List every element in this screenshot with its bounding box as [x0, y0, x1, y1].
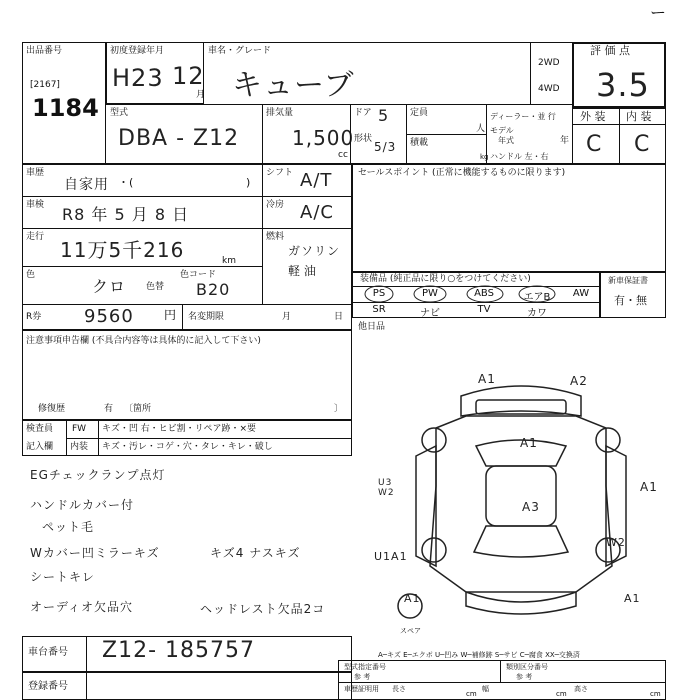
- equip-sr: SR: [372, 304, 386, 315]
- load-label: 積載: [410, 138, 429, 148]
- history-rest: ・(: [118, 176, 134, 189]
- inspector-h: [66, 438, 352, 439]
- inspector-fw-items: キズ・凹 右・ヒビ割・リペア跡・×要: [102, 424, 257, 434]
- repair-close: 〕: [334, 404, 344, 414]
- ext-value: C: [586, 132, 603, 157]
- recycle-divider: [182, 304, 183, 330]
- doors-value: 5: [378, 106, 390, 125]
- first-reg-label: 初度登録年月: [110, 46, 165, 56]
- color-code-label: 色コード: [180, 270, 217, 280]
- diagram-mark-a3: A3: [522, 500, 540, 514]
- disp-value: 1,500: [292, 126, 355, 150]
- int-value: C: [634, 132, 651, 157]
- note-4: Wカバー凹ミラーキズ: [30, 546, 160, 560]
- repair-value: 有: [104, 404, 114, 414]
- footer-width-unit: cm: [556, 690, 567, 698]
- disp-label: 排気量: [266, 108, 294, 118]
- history-close: ): [246, 176, 251, 189]
- color-value: クロ: [92, 277, 127, 296]
- other-label: 他日品: [358, 322, 386, 332]
- history-right-col: [262, 164, 263, 304]
- chassis-divider: [86, 636, 87, 672]
- disp-unit: cc: [338, 150, 348, 160]
- diagram-mark-a1-front-left: A1: [478, 372, 496, 386]
- equip-pw: PW: [422, 288, 438, 299]
- sales-point-label: セールスポイント (正常に機能するものに限ります): [358, 168, 566, 178]
- equip-navi: ナビ: [420, 308, 440, 319]
- row2-top: [106, 104, 572, 105]
- car-name: キューブ: [232, 68, 355, 103]
- shaken-value: R8 年 5 月 8 日: [62, 205, 190, 224]
- registration-box: [22, 672, 352, 700]
- fuel-label: 燃料: [266, 232, 285, 242]
- handle-label: ハンドル 左・右: [490, 152, 549, 161]
- diagram-mark-a2: A2: [570, 374, 588, 388]
- diagram-mark-u1a1: U1A1: [374, 550, 408, 563]
- drive-4wd: 4WD: [538, 84, 560, 94]
- sales-point-box: [352, 164, 666, 272]
- damage-legend: A─キズ E─エクボ U─凹み W─補修跡 S─サビ C─腐食 XX─交換済: [378, 651, 580, 659]
- equipment-label: 装備品 (純正品に限り○をつけてください): [360, 274, 531, 284]
- first-reg-value: H23: [112, 64, 164, 92]
- color-code-value: B20: [196, 280, 231, 299]
- lot-number: 1184: [32, 94, 99, 122]
- diagram-mark-a1-right: A1: [640, 480, 658, 494]
- dealer-label: ディーラー・並 行: [490, 112, 556, 121]
- mileage-value: 11万5千216: [60, 238, 185, 262]
- warranty-value: 有・無: [614, 294, 647, 307]
- footer-h1: [338, 682, 666, 683]
- lot-label: 出品番号: [26, 46, 63, 56]
- equip-airbag: エアB: [523, 292, 551, 303]
- shape-value: 5/3: [374, 140, 397, 154]
- tone-label: 色替: [146, 282, 165, 292]
- model-value: DBA - Z12: [118, 126, 240, 151]
- ext-int-divider: [619, 108, 620, 164]
- name-change-month: 月: [282, 312, 292, 322]
- footer-class-ref: 参 考: [516, 673, 533, 681]
- registration-divider: [86, 672, 87, 700]
- doors-divider: [350, 104, 351, 164]
- note-3: ペット毛: [42, 520, 95, 534]
- drive-2wd: 2WD: [538, 58, 560, 68]
- note-2: ハンドルカバー付: [30, 498, 135, 512]
- year-unit: 年: [560, 136, 570, 146]
- history-label: 車歴: [26, 168, 45, 178]
- warranty-label: 新車保証書: [608, 276, 648, 285]
- mileage-label: 走行: [26, 232, 45, 242]
- recycle-unit: 円: [164, 308, 177, 322]
- doors-label: ドア: [354, 108, 372, 118]
- footer-history-cert: 車歴証明用: [344, 685, 379, 693]
- inspector-fw: FW: [72, 424, 87, 434]
- ext-label: 外 装: [580, 110, 606, 123]
- note-6: オーディオ欠品穴: [30, 600, 134, 614]
- score-value: 3.5: [596, 66, 650, 104]
- lot-sub: [2167]: [30, 80, 60, 90]
- inspector-label1: 検査員: [26, 424, 54, 434]
- note-1: EGチェックランプ点灯: [30, 468, 166, 482]
- model-label: 型式: [110, 108, 129, 118]
- footer-type-ref: 参 考: [354, 673, 371, 681]
- dealer-divider: [486, 104, 487, 164]
- notes-label: 注意事項申告欄 (不具合内容等は具体的に記入して下さい): [26, 336, 261, 346]
- color-label: 色: [26, 270, 36, 280]
- diagram-mark-a1-roof: A1: [520, 436, 538, 450]
- model-year-label: モデル: [490, 126, 514, 135]
- footer-height-unit: cm: [650, 690, 661, 698]
- equip-circles: [352, 284, 600, 304]
- shaken-label: 車検: [26, 200, 45, 210]
- equip-aw: AW: [572, 288, 590, 299]
- recycle-label: R券: [26, 312, 42, 322]
- diagram-mark-a1-spare: A1: [404, 592, 421, 605]
- footer-height: 高さ: [574, 685, 588, 693]
- inspector-label2: 記入欄: [26, 442, 54, 452]
- first-reg-month-unit: 月: [196, 90, 206, 100]
- note-5: シートキレ: [30, 570, 95, 584]
- model-year-sub: 年式: [498, 136, 514, 145]
- name-label: 車名・グレード: [208, 46, 272, 56]
- diagram-mark-a1-rear-right: A1: [624, 592, 641, 605]
- first-reg-month: 12: [172, 62, 205, 90]
- history-value: 自家用: [64, 177, 109, 193]
- repair-place: 〔箇所: [124, 404, 152, 414]
- footer-class-label: 類別区分番号: [506, 663, 548, 671]
- recycle-value: 9560: [84, 306, 134, 327]
- footer-grid: [338, 660, 666, 700]
- footer-v1: [500, 660, 501, 682]
- history-line1: [22, 196, 262, 197]
- name-change-label: 名変期限: [188, 312, 225, 322]
- footer-length: 長さ: [392, 685, 406, 693]
- history-line2: [22, 228, 262, 229]
- ext-int-split: [572, 124, 666, 125]
- ac-split: [262, 228, 352, 229]
- drive-divider: [530, 42, 531, 104]
- ac-value: A/C: [300, 202, 334, 223]
- load-unit: kg: [480, 153, 489, 161]
- chassis-value: Z12- 185757: [102, 638, 255, 663]
- footer-type-label: 型式指定番号: [344, 663, 386, 671]
- diagram-mark-u3w2: U3 W2: [378, 478, 395, 498]
- capacity-split: [406, 134, 486, 135]
- shift-label: シフト: [266, 168, 294, 178]
- history-line4: [22, 304, 352, 305]
- note-8: ヘッドレスト欠品2コ: [200, 602, 326, 616]
- mileage-unit: km: [222, 256, 236, 266]
- diagram-spare-label: スペア: [400, 627, 421, 635]
- fuel-alt: 軽 油: [288, 264, 316, 278]
- registration-label: 登録番号: [28, 681, 68, 692]
- history-line3: [22, 266, 262, 267]
- footer-length-unit: cm: [466, 690, 477, 698]
- chassis-label: 車台番号: [28, 647, 68, 658]
- shape-label: 形状: [354, 134, 373, 144]
- int-label: 内 装: [626, 110, 652, 123]
- shift-split: [262, 196, 352, 197]
- name-change-day: 日: [334, 312, 344, 322]
- score-label: 評 価 点: [590, 44, 630, 57]
- note-7: キズ4 ナスキズ: [210, 546, 301, 560]
- inspector-interior: 内装: [70, 442, 89, 452]
- top-right-mark: ー: [650, 3, 667, 22]
- shift-value: A/T: [300, 170, 333, 191]
- equip-ps: PS: [372, 288, 386, 299]
- capacity-label: 定員: [410, 108, 429, 118]
- equip-abs: ABS: [474, 288, 494, 299]
- car-damage-diagram: [376, 366, 666, 626]
- footer-width: 幅: [482, 685, 489, 693]
- capacity-unit: 人: [476, 124, 486, 134]
- inspector-interior-items: キズ・汚レ・コゲ・穴・タレ・キレ・破し: [102, 442, 273, 452]
- repair-label: 修復歴: [38, 404, 66, 414]
- equip-leather: カワ: [527, 308, 547, 319]
- fuel-value: ガソリン: [288, 244, 341, 258]
- ac-label: 冷房: [266, 200, 285, 210]
- diagram-mark-w2: W2: [606, 536, 626, 549]
- disp-divider: [262, 104, 263, 164]
- equip-tv: TV: [477, 304, 491, 315]
